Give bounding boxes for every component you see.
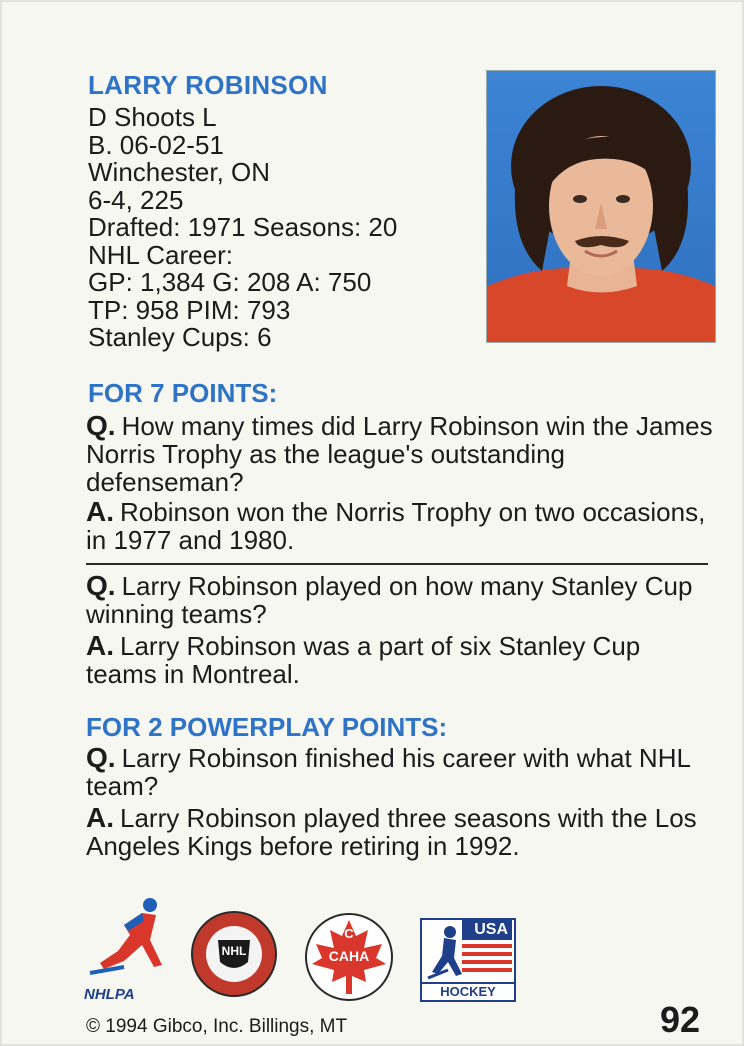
answer-3-text: Larry Robinson played three seasons with the Los Angeles Kings before retiring in 1992.: [86, 803, 697, 861]
answer-1: [86, 498, 716, 554]
bio-drafted-seasons: Drafted: 1971 Seasons: 20: [88, 212, 398, 242]
bio-gp-g-a: GP: 1,384 G: 208 A: 750: [88, 267, 372, 297]
question-1: [86, 412, 716, 496]
copyright: © 1994 Gibco, Inc. Billings, MT: [86, 1016, 348, 1037]
question-3-text: Larry Robinson finished his career with what NHL team?: [86, 743, 690, 801]
usa-text: USA: [474, 921, 508, 938]
answer-2-key: A.: [86, 630, 114, 661]
section-7-points-heading: FOR 7 POINTS:: [88, 378, 278, 408]
question-2-text: Larry Robinson played on how many Stanley Cup winning teams?: [86, 571, 693, 629]
bio-tp-pim: TP: 958 PIM: 793: [88, 294, 291, 325]
question-3-key: Q.: [86, 742, 116, 773]
nhlpa-logo: [84, 895, 174, 1005]
question-2: [86, 572, 716, 628]
caha-text: CAHA: [328, 948, 370, 964]
divider-line: [86, 563, 708, 565]
bio-height-weight: 6-4, 225: [88, 184, 184, 215]
answer-3: [86, 804, 716, 860]
section-powerplay-heading: FOR 2 POWERPLAY POINTS:: [86, 712, 448, 742]
bio-career-label: NHL Career:: [88, 239, 233, 270]
skater-icon: [84, 895, 174, 979]
nhlpa-text: NHLPA: [84, 986, 135, 1003]
player-bio: [88, 104, 478, 352]
answer-3-key: A.: [86, 802, 114, 833]
question-1-text: How many times did Larry Robinson win the James Norris Trophy as the league's outstanding defenseman?: [86, 411, 713, 497]
answer-2-text: Larry Robinson was a part of six Stanley Cup teams in Montreal.: [86, 631, 641, 689]
card-number: 92: [660, 999, 701, 1040]
usa-hockey-logo: [420, 918, 516, 1002]
player-name: LARRY ROBINSON: [88, 70, 328, 100]
caha-c-text: C: [344, 926, 354, 941]
usa-hockey-text: HOCKEY: [422, 982, 514, 1000]
bio-birthplace: Winchester, ON: [88, 157, 271, 187]
nhl-text: NHL: [221, 944, 247, 958]
question-3: [86, 744, 716, 800]
nhl-licensed-logo: [190, 910, 278, 998]
question-2-key: Q.: [86, 570, 116, 601]
question-1-key: Q.: [86, 410, 116, 441]
hockey-player-icon: [424, 924, 468, 980]
caha-logo: [304, 912, 394, 1002]
bio-birthdate: B. 06-02-51: [88, 129, 224, 160]
answer-2: [86, 632, 716, 688]
answer-1-key: A.: [86, 496, 114, 527]
player-photo: [486, 70, 716, 343]
bio-stanley-cups: Stanley Cups: 6: [88, 322, 272, 352]
bio-position: D Shoots L: [88, 102, 217, 132]
answer-1-text: Robinson won the Norris Trophy on two occasions, in 1977 and 1980.: [86, 497, 706, 555]
